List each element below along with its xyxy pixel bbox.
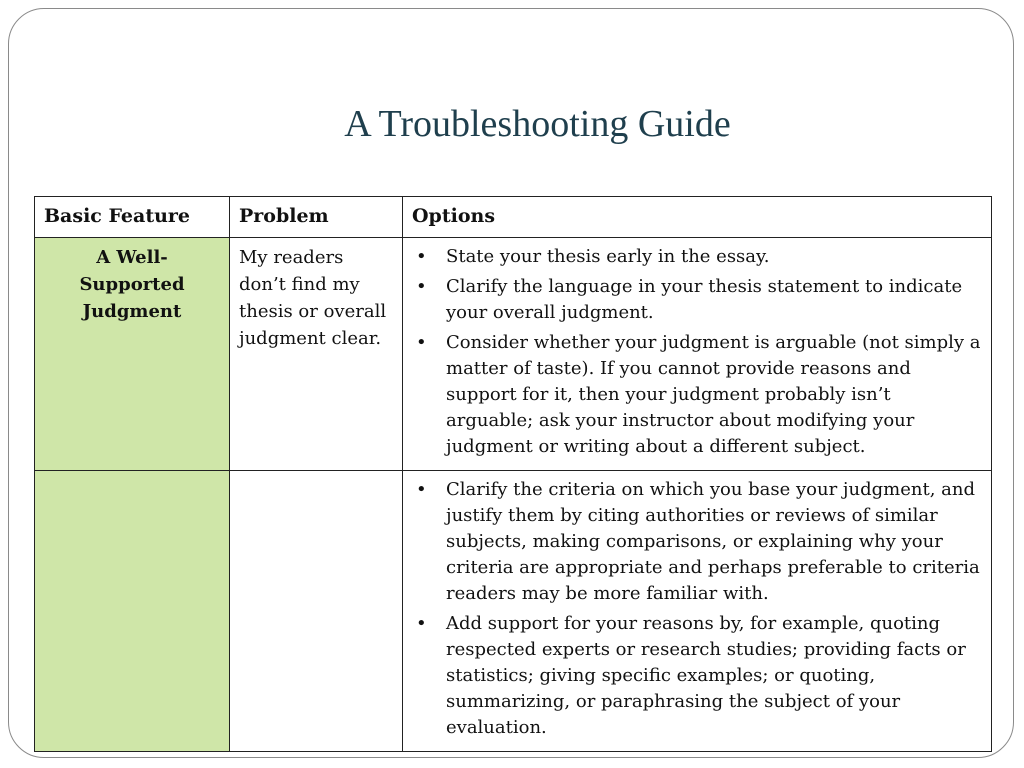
options-cell (403, 238, 992, 471)
list-item: • State your thesis early in the essay. (446, 244, 982, 270)
list-item: • Clarify the language in your thesis statement to indicate your overall judgment. (416, 276, 963, 323)
troubleshooting-table (34, 196, 992, 752)
header-basic-feature: Basic Feature (35, 197, 230, 238)
options-list (412, 477, 982, 741)
list-item: • Clarify the criteria on which you base your judgment, and justify them by citing authorities or reviews of similar subjects, making comparisons, or explaining why your criteria are appropriate and perhaps preferable to criteria readers may be more familiar with. (416, 479, 980, 604)
table-row (35, 471, 992, 752)
bullet-icon: • (416, 479, 427, 500)
feature-cell (35, 238, 230, 471)
slide-title: A Troubleshooting Guide (344, 103, 731, 145)
table-header-row (35, 197, 992, 238)
list-item: • Consider whether your judgment is arguable (not simply a matter of taste). If you cannot provide reasons and support for it, then your judgment probably isn’t arguable; ask your instructor about modifying your judgment or writing about a different subject. (416, 332, 981, 457)
options-cell (403, 471, 992, 752)
bullet-icon: • (416, 613, 427, 634)
options-list (412, 244, 982, 460)
bullet-icon: • (416, 246, 427, 267)
list-item: • Add support for your reasons by, for example, quoting respected experts or research studies; providing facts or statistics; giving specific examples; or quoting, summarizing, or paraphrasing the subject of your evaluation. (416, 613, 966, 738)
header-options: Options (403, 197, 992, 238)
header-problem: Problem (230, 197, 403, 238)
table-row (35, 238, 992, 471)
problem-cell: My readers don’t find my thesis or overall judgment clear. (230, 238, 403, 471)
feature-cell (35, 471, 230, 752)
feature-label: A Well-Supported Judgment (79, 247, 185, 322)
problem-cell (230, 471, 403, 752)
bullet-icon: • (416, 276, 427, 297)
bullet-icon: • (416, 332, 427, 353)
